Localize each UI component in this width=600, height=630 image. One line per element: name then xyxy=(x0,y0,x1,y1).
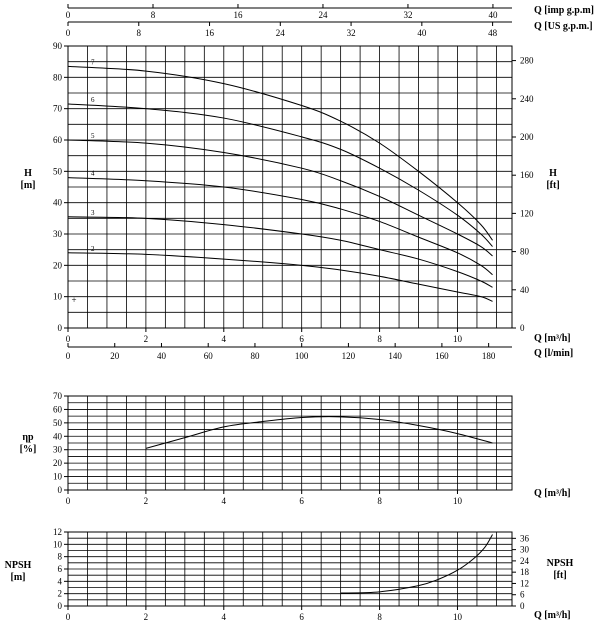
x-tick-label: 2 xyxy=(143,612,149,622)
y2-tick-label: 120 xyxy=(520,208,534,219)
x-tick-label: 8 xyxy=(377,496,382,506)
x-axis-title: Q [m³/h] xyxy=(534,488,571,499)
x2-axis-title: Q [l/min] xyxy=(534,348,574,359)
x-tick-label: 10 xyxy=(452,334,462,344)
series-line-4 xyxy=(68,178,493,275)
series-line-3 xyxy=(68,217,493,288)
top-axes-labels xyxy=(66,4,594,38)
y-tick-label: 30 xyxy=(53,229,62,239)
y2-tick-label: 0 xyxy=(520,323,525,333)
y-tick-label: 10 xyxy=(53,291,62,302)
y2-tick-label: 200 xyxy=(520,131,534,142)
x-axis-title: Q [m³/h] xyxy=(534,333,571,344)
y2-axis-title: H [ft] xyxy=(546,168,560,191)
y2-axis-title: NPSH [ft] xyxy=(546,558,574,581)
y2-tick-label: 30 xyxy=(520,544,529,555)
y-tick-label: 30 xyxy=(53,444,62,455)
y2-tick-label: 160 xyxy=(520,170,534,181)
x-tick-label: 2 xyxy=(143,334,149,344)
x4-tick-label: 40 xyxy=(488,10,498,20)
y2-tick-label: 80 xyxy=(520,246,529,257)
x-tick-label: 8 xyxy=(377,334,382,344)
y-tick-label: 0 xyxy=(57,485,62,495)
y-axis-title: H [m] xyxy=(20,168,36,191)
x4-tick-label: 32 xyxy=(403,10,413,20)
y2-tick-label: 40 xyxy=(520,284,529,295)
head-curve-panel xyxy=(21,41,574,361)
series-label: 7 xyxy=(91,58,95,67)
y-tick-label: 50 xyxy=(53,166,62,177)
series-label: 6 xyxy=(91,95,95,104)
x2-tick-label: 160 xyxy=(435,351,449,361)
y-tick-label: 50 xyxy=(53,417,62,428)
x2-tick-label: 20 xyxy=(110,351,120,361)
y2-tick-label: 0 xyxy=(520,601,525,611)
x-tick-label: 0 xyxy=(65,334,71,344)
y-tick-label: 12 xyxy=(53,527,62,537)
x2-tick-label: 100 xyxy=(294,351,309,361)
y2-tick-label: 18 xyxy=(520,567,529,578)
y-tick-label: 60 xyxy=(53,135,62,145)
npsh-curve-panel xyxy=(5,527,574,622)
y-tick-label: 2 xyxy=(57,588,62,599)
x-tick-label: 6 xyxy=(299,496,304,506)
y-tick-label: 0 xyxy=(57,323,62,333)
y2-tick-label: 6 xyxy=(520,589,525,600)
x3-tick-label: 40 xyxy=(417,28,427,38)
x4-tick-label: 16 xyxy=(233,10,243,20)
x2-tick-label: 0 xyxy=(65,351,71,361)
x4-tick-label: 24 xyxy=(318,10,328,20)
x2-tick-label: 40 xyxy=(156,351,166,361)
x-tick-label: 6 xyxy=(299,612,304,622)
y-tick-label: 40 xyxy=(53,197,62,208)
y-tick-label: 20 xyxy=(53,458,62,469)
y-tick-label: 80 xyxy=(53,72,62,83)
x3-tick-label: 16 xyxy=(205,28,215,38)
x2-tick-label: 140 xyxy=(388,351,402,361)
y-tick-label: 0 xyxy=(57,601,62,611)
x3-tick-label: 32 xyxy=(346,28,356,38)
y-tick-label: 90 xyxy=(53,41,62,51)
x2-tick-label: 60 xyxy=(203,351,213,361)
series-line-npsh xyxy=(341,534,493,593)
y-tick-label: 60 xyxy=(53,404,62,415)
y-tick-label: 4 xyxy=(57,576,62,587)
y-axis-title: ηp [%] xyxy=(19,432,37,455)
x-axis-title: Q [m³/h] xyxy=(534,610,571,621)
y-tick-label: 40 xyxy=(53,431,62,442)
x-tick-label: 8 xyxy=(377,612,382,622)
y-tick-label: 10 xyxy=(53,471,62,482)
series-line-7 xyxy=(68,66,493,240)
y-tick-label: 70 xyxy=(53,103,62,114)
series-line-5 xyxy=(68,140,493,256)
x2-tick-label: 120 xyxy=(341,351,356,361)
series-label: 5 xyxy=(91,132,95,140)
x2-tick-label: 180 xyxy=(481,351,496,361)
series-line-efficiency xyxy=(146,417,493,449)
series-line-6 xyxy=(68,104,493,247)
x-tick-label: 4 xyxy=(221,496,227,506)
x4-axis-title: Q [imp g.p.m] xyxy=(534,5,594,16)
y2-tick-label: 12 xyxy=(520,578,529,589)
x-tick-label: 10 xyxy=(452,496,462,506)
marker-plus: + xyxy=(71,295,77,305)
series-label: 4 xyxy=(91,169,95,178)
y2-tick-label: 36 xyxy=(520,533,529,544)
x-tick-label: 4 xyxy=(221,612,227,622)
x-tick-label: 10 xyxy=(452,612,462,622)
x3-tick-label: 48 xyxy=(488,28,498,38)
x4-tick-label: 0 xyxy=(65,10,71,20)
series-label: 2 xyxy=(91,244,95,253)
x3-tick-label: 24 xyxy=(275,28,285,38)
y-tick-label: 20 xyxy=(53,260,62,271)
series-line-2 xyxy=(68,253,493,302)
x-tick-label: 6 xyxy=(299,334,304,344)
efficiency-curve-panel xyxy=(20,391,571,506)
y-axis-title: NPSH [m] xyxy=(4,560,32,583)
y-tick-label: 10 xyxy=(53,539,62,550)
y-tick-label: 6 xyxy=(57,564,62,574)
x3-tick-label: 0 xyxy=(65,28,71,38)
x2-tick-label: 80 xyxy=(250,351,260,361)
x3-axis-title: Q [US g.p.m.] xyxy=(534,21,593,32)
x4-tick-label: 8 xyxy=(150,10,156,20)
y-tick-label: 70 xyxy=(53,391,62,401)
series-label: 3 xyxy=(91,208,95,217)
x-tick-label: 4 xyxy=(221,334,227,344)
y-tick-label: 8 xyxy=(57,551,62,562)
x-tick-label: 0 xyxy=(65,496,71,506)
x-tick-label: 0 xyxy=(65,612,71,622)
y2-tick-label: 240 xyxy=(520,93,534,104)
x3-tick-label: 8 xyxy=(136,28,142,38)
x-tick-label: 2 xyxy=(143,496,149,506)
y2-tick-label: 280 xyxy=(520,55,534,66)
y2-tick-label: 24 xyxy=(520,555,529,566)
